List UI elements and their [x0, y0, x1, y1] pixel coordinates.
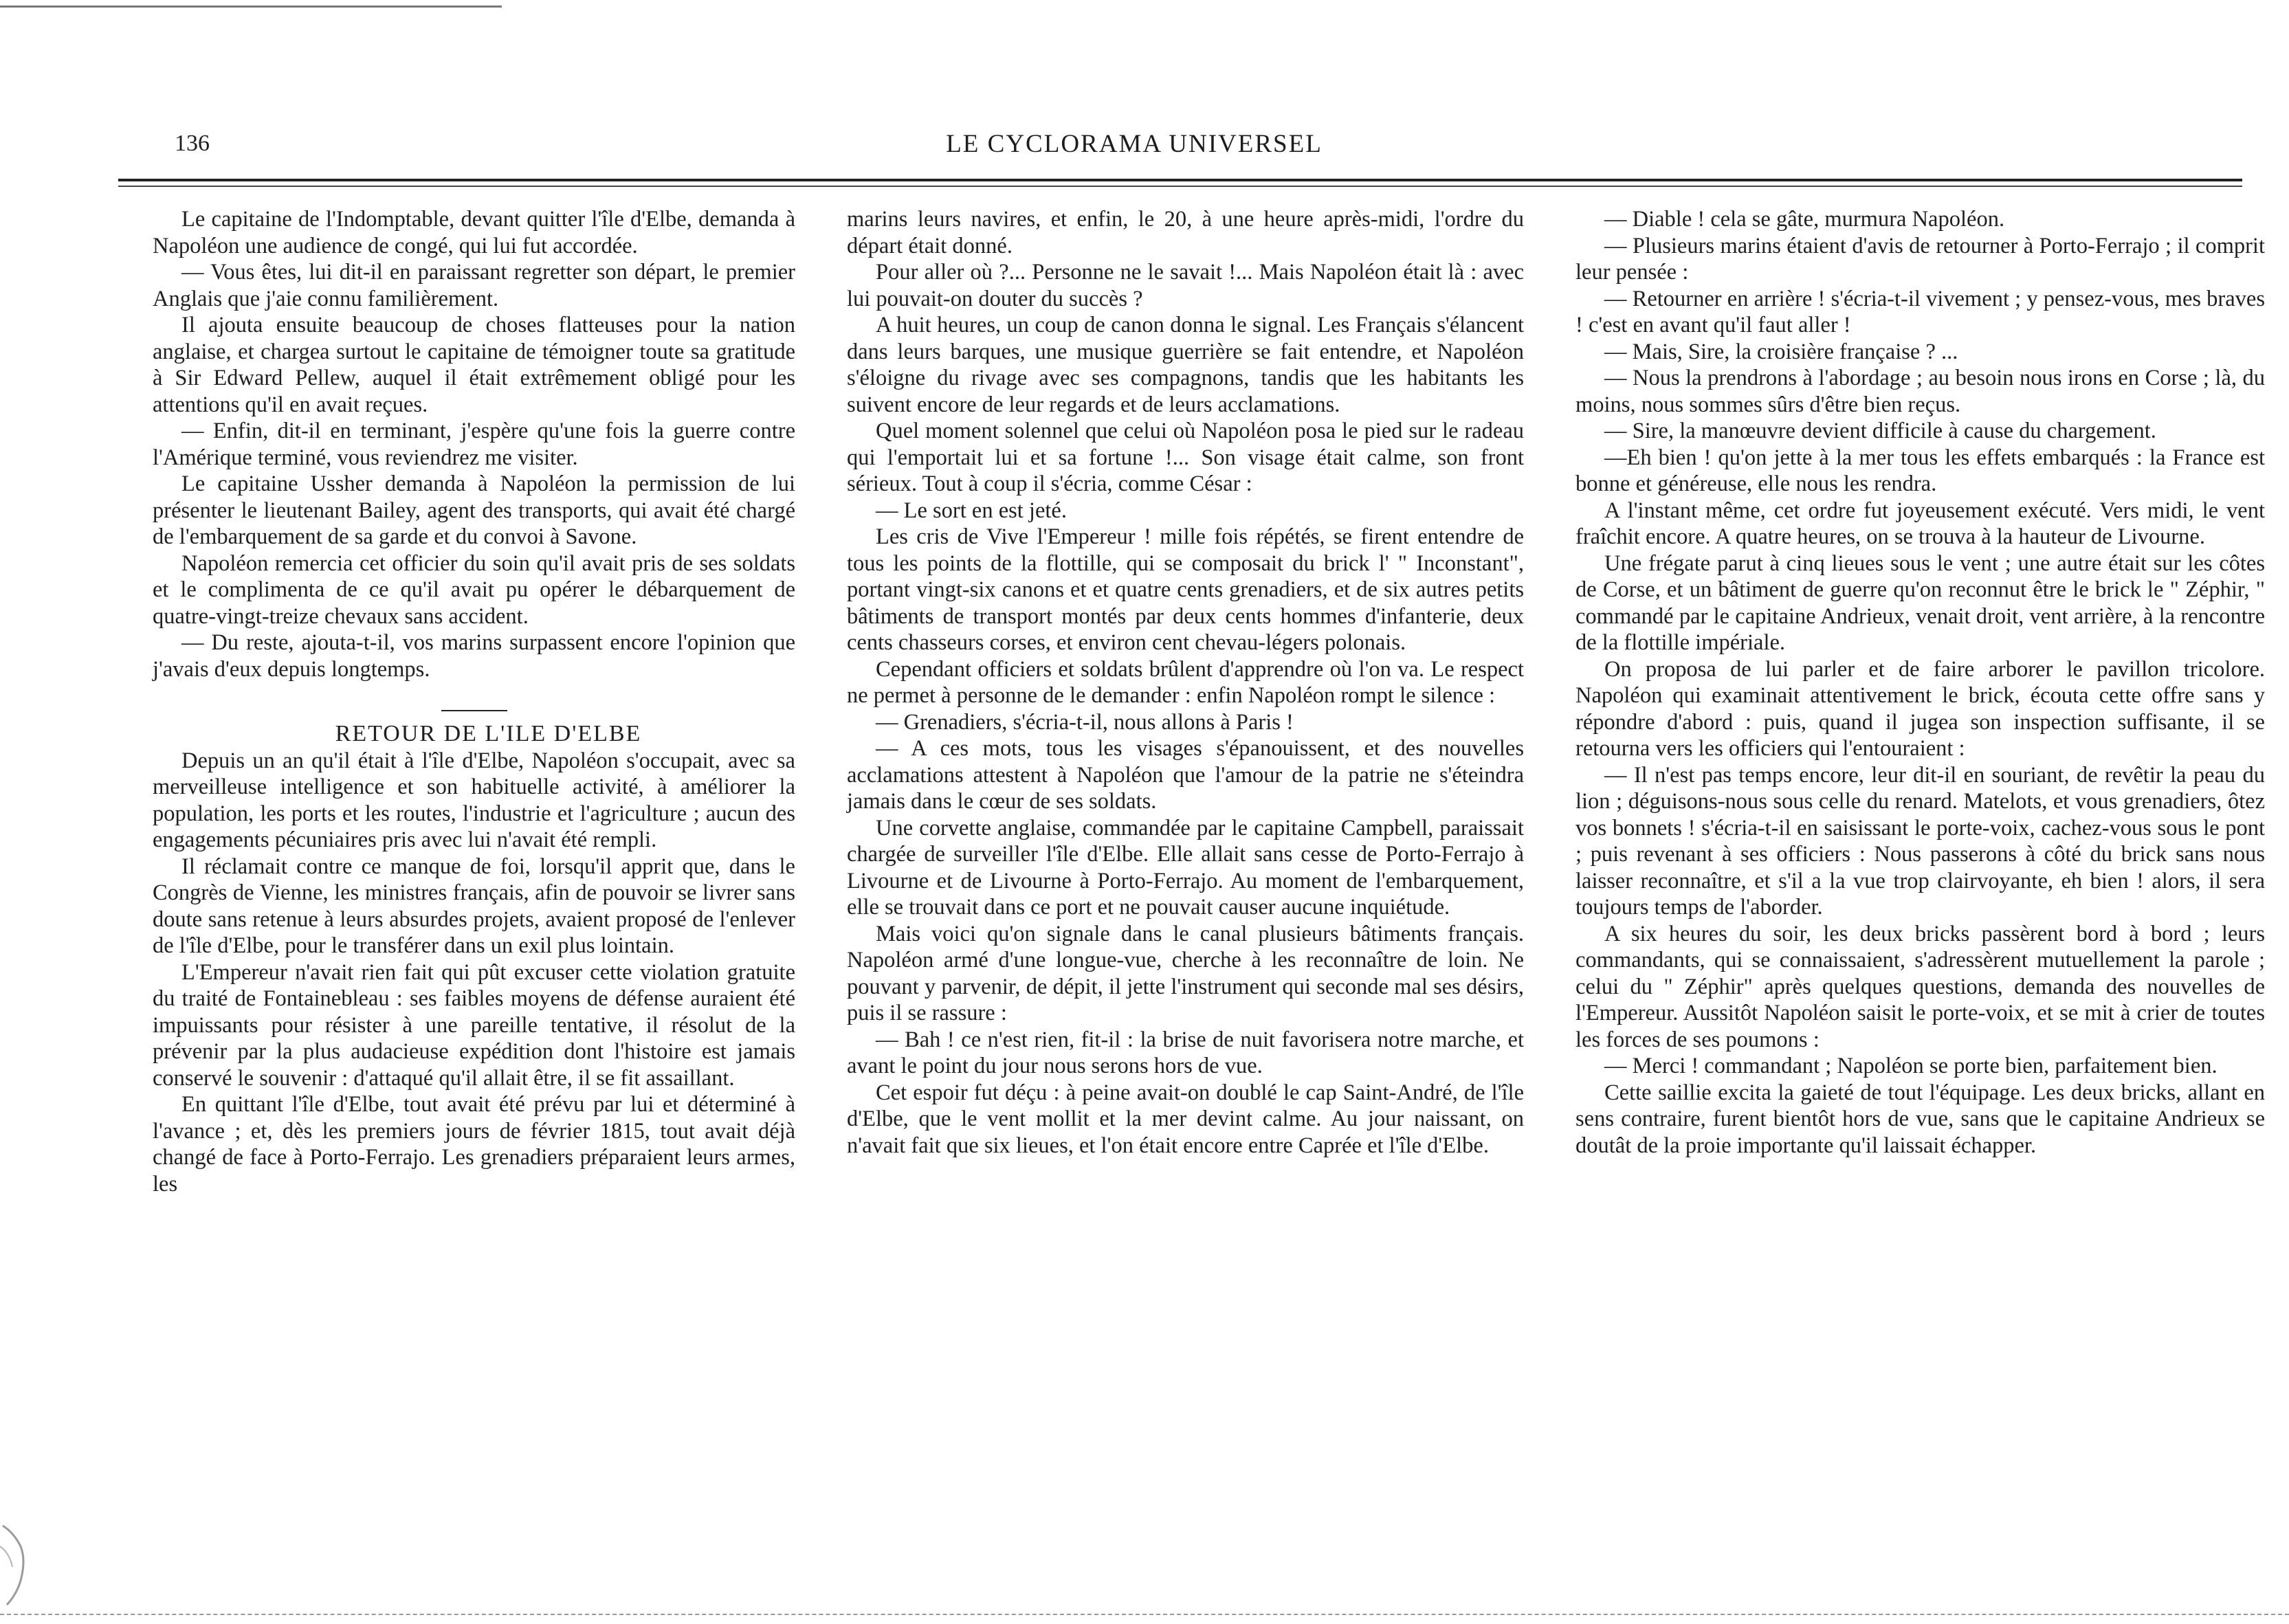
paragraph: L'Empereur n'avait rien fait qui pût excuser cette violation gratuite du traité de Fontainebleau : ses faibles moyens de défense auraient été impuissants pour résister à une pareille tentative, il résolut de la prévenir par la plus audacieuse expédition dont l'histoire est jamais conservé le souvenir : d'attaqué qu'il allait être, il se fit assaillant. [153, 959, 795, 1091]
top-edge-rule [0, 5, 502, 8]
paragraph: — Bah ! ce n'est rien, fit-il : la brise de nuit favorisera notre marche, et avant le point du jour nous serons hors de vue. [847, 1027, 1524, 1078]
header-rule-thin [118, 186, 2242, 187]
paragraph: — Mais, Sire, la croisière française ? ... [1604, 339, 1958, 364]
section-title: RETOUR DE L'ILE D'ELBE [335, 721, 642, 746]
paragraph: marins leurs navires, et enfin, le 20, à une heure après-midi, l'ordre du départ était donné. [847, 207, 1524, 258]
page-number: 136 [175, 131, 210, 156]
paragraph: Depuis un an qu'il était à l'île d'Elbe, Napoléon s'occupait, avec sa merveilleuse intelligence et son habituelle activité, à améliorer la population, les ports et les routes, l'industrie et l'agriculture ; aucun des engagements pécuniaires pris avec lui n'avait été rempli. [153, 748, 795, 852]
paragraph: — Plusieurs marins étaient d'avis de retourner à Porto-Ferrajo ; il comprit leur pensée : [1575, 233, 2265, 285]
column-1 [153, 206, 795, 1197]
paragraph: — Nous la prendrons à l'abordage ; au besoin nous irons en Corse ; là, du moins, nous sommes sûrs d'être bien reçus. [1575, 366, 2265, 417]
paragraph: — Grenadiers, s'écria-t-il, nous allons à Paris ! [876, 709, 1294, 735]
paragraph: — Vous êtes, lui dit-il en paraissant regretter son départ, le premier Anglais que j'aie connu familièrement. [153, 260, 795, 311]
paragraph: — Enfin, dit-il en terminant, j'espère qu'une fois la guerre contre l'Amérique terminé, vous reviendrez me visiter. [153, 419, 795, 470]
paragraph: Une corvette anglaise, commandée par le capitaine Campbell, paraissait chargée de surveiller l'île d'Elbe. Elle allait sans cesse de Porto-Ferrajo à Livourne et de Livourne à Porto-Ferrajo. Au moment de l'embarquement, elle se trouvait dans ce port et ne pouvait causer aucune inquiétude. [847, 815, 1524, 920]
paragraph: Quel moment solennel que celui où Napoléon posa le pied sur le radeau qui l'emportait lui et sa fortune !... Son visage était calme, son front sérieux. Tout à coup il s'écria, comme César : [847, 419, 1524, 496]
paragraph: A six heures du soir, les deux bricks passèrent bord à bord ; leurs commandants, qui se connaissaient, s'adressèrent mutuellement la parole ; celui du " Zéphir" après quelques questions, demanda des nouvelles de l'Empereur. Aussitôt Napoléon saisit le porte-voix, et se mit à crier de toutes les forces de ses poumons : [1575, 921, 2265, 1052]
paragraph: — Merci ! commandant ; Napoléon se porte bien, parfaitement bien. [1604, 1054, 2218, 1078]
bottom-edge-rule [0, 1614, 2289, 1615]
paragraph: — Sire, la manœuvre devient difficile à cause du chargement. [1604, 419, 2156, 443]
paragraph: Il ajouta ensuite beaucoup de choses flatteuses pour la nation anglaise, et chargea surtout le capitaine de témoigner toute sa gratitude à Sir Edward Pellew, auquel il était extrêmement obligé pour les attentions qu'il en avait reçues. [153, 313, 795, 417]
paragraph: Napoléon remercia cet officier du soin qu'il avait pris de ses soldats et le complimenta de ce qu'il avait pu opérer le débarquement de quatre-vingt-treize chevaux sans accident. [153, 550, 795, 629]
paragraph: — Le sort en est jeté. [876, 498, 1067, 523]
paper-stain-mark [0, 1505, 55, 1608]
paragraph: — Il n'est pas temps encore, leur dit-il en souriant, de revêtir la peau du lion ; déguisons-nous sous celle du renard. Matelots, et vous grenadiers, ôtez vos bonnets ! s'écria-t-il en saisissant le porte-voix, cachez-vous sous le pont ; puis revenant à ses officiers : Nous passerons à côté du brick sans nous laisser reconnaître, et s'il a la vue trop clairvoyante, eh bien ! alors, il sera toujours temps de l'aborder. [1575, 762, 2265, 920]
column-3 [1575, 206, 2265, 1159]
paragraph: —Eh bien ! qu'on jette à la mer tous les effets embarqués : la France est bonne et généreuse, elle nous les rendra. [1575, 445, 2265, 496]
paragraph: En quittant l'île d'Elbe, tout avait été prévu par lui et déterminé à l'avance ; et, dès les premiers jours de février 1815, tout avait déjà changé de face à Porto-Ferrajo. Les grenadiers préparaient leurs armes, les [153, 1092, 795, 1197]
paragraph: A huit heures, un coup de canon donna le signal. Les Français s'élancent dans leurs barques, une musique guerrière se fait entendre, et Napoléon s'éloigne du rivage avec ses compagnons, tandis que les habitants les suivent encore de leur regards et de leurs acclamations. [847, 313, 1524, 417]
paragraph: Il réclamait contre ce manque de foi, lorsqu'il apprit que, dans le Congrès de Vienne, les ministres français, afin de pouvoir se livrer sans doute sans retenue à leurs absurdes projets, avaient proposé de l'enlever de l'île d'Elbe, pour le transférer dans un exil plus lointain. [153, 854, 795, 958]
paragraph: Les cris de Vive l'Empereur ! mille fois répétés, se firent entendre de tous les points de la flottille, qui se composait du brick l' " Inconstant", portant vingt-six canons et et quatre cents grenadiers, et de six autres petits bâtiments de transport montés par deux cents hommes d'infanterie, deux cents chasseurs corses, et environ cent chevau-légers polonais. [847, 524, 1524, 655]
paragraph: — Du reste, ajouta-t-il, vos marins surpassent encore l'opinion que j'avais d'eux depuis longtemps. [153, 630, 795, 682]
paragraph: A l'instant même, cet ordre fut joyeusement exécuté. Vers midi, le vent fraîchit encore. A quatre heures, on se trouva à la hauteur de Livourne. [1575, 498, 2265, 549]
paragraph: Une frégate parut à cinq lieues sous le vent ; une autre était sur les côtes de Corse, et un bâtiment de guerre qu'on reconnut être le brick le " Zéphir, " commandé par le capitaine Andrieux, venait droit, vent arrière, à la rencontre de la flottille impériale. [1575, 550, 2265, 655]
paragraph: — Retourner en arrière ! s'écria-t-il vivement ; y pensez-vous, mes braves ! c'est en avant qu'il faut aller ! [1575, 286, 2265, 337]
paragraph: Pour aller où ?... Personne ne le savait !... Mais Napoléon était là : avec lui pouvait-on douter du succès ? [847, 260, 1524, 311]
paragraph: On proposa de lui parler et de faire arborer le pavillon tricolore. Napoléon qui examinait attentivement le brick, écouta cette offre sans y répondre d'abord : puis, quand il jugea son inspection suffisante, il se retourna vers les officiers qui l'entouraient : [1575, 656, 2265, 761]
section-separator [441, 710, 507, 711]
paragraph: — A ces mots, tous les visages s'épanouissent, et des nouvelles acclamations attestent à Napoléon que l'amour de la patrie ne s'éteindra jamais dans le cœur de ses soldats. [847, 736, 1524, 814]
paragraph: Cependant officiers et soldats brûlent d'apprendre où l'on va. Le respect ne permet à personne de le demander : enfin Napoléon rompt le silence : [847, 656, 1524, 708]
paragraph: Mais voici qu'on signale dans le canal plusieurs bâtiments français. Napoléon armé d'une longue-vue, cherche à les reconnaître de loin. Ne pouvant y parvenir, de dépit, il jette l'instrument qui seconde mal ses désirs, puis il se rassure : [847, 921, 1524, 1025]
paragraph: Le capitaine de l'Indomptable, devant quitter l'île d'Elbe, demanda à Napoléon une audience de congé, qui lui fut accordée. [153, 207, 795, 258]
column-2 [847, 206, 1524, 1159]
paragraph: Cette saillie excita la gaieté de tout l'équipage. Les deux bricks, allant en sens contraire, furent bientôt hors de vue, sans que le capitaine Andrieux se doutât de la proie importante qu'il laissait échapper. [1575, 1080, 2265, 1158]
paragraph: Le capitaine Ussher demanda à Napoléon la permission de lui présenter le lieutenant Bailey, agent des transports, qui avait été chargé de l'embarquement de sa garde et du convoi à Savone. [153, 471, 795, 549]
running-title: LE CYCLORAMA UNIVERSEL [946, 130, 1323, 158]
header-rule [118, 179, 2242, 181]
paragraph: Cet espoir fut déçu : à peine avait-on doublé le cap Saint-André, de l'île d'Elbe, que le vent mollit et la mer devint calme. Au jour naissant, on n'avait fait que six lieues, et l'on était encore entre Caprée et l'île d'Elbe. [847, 1080, 1524, 1158]
paragraph: — Diable ! cela se gâte, murmura Napoléon. [1604, 207, 2005, 232]
